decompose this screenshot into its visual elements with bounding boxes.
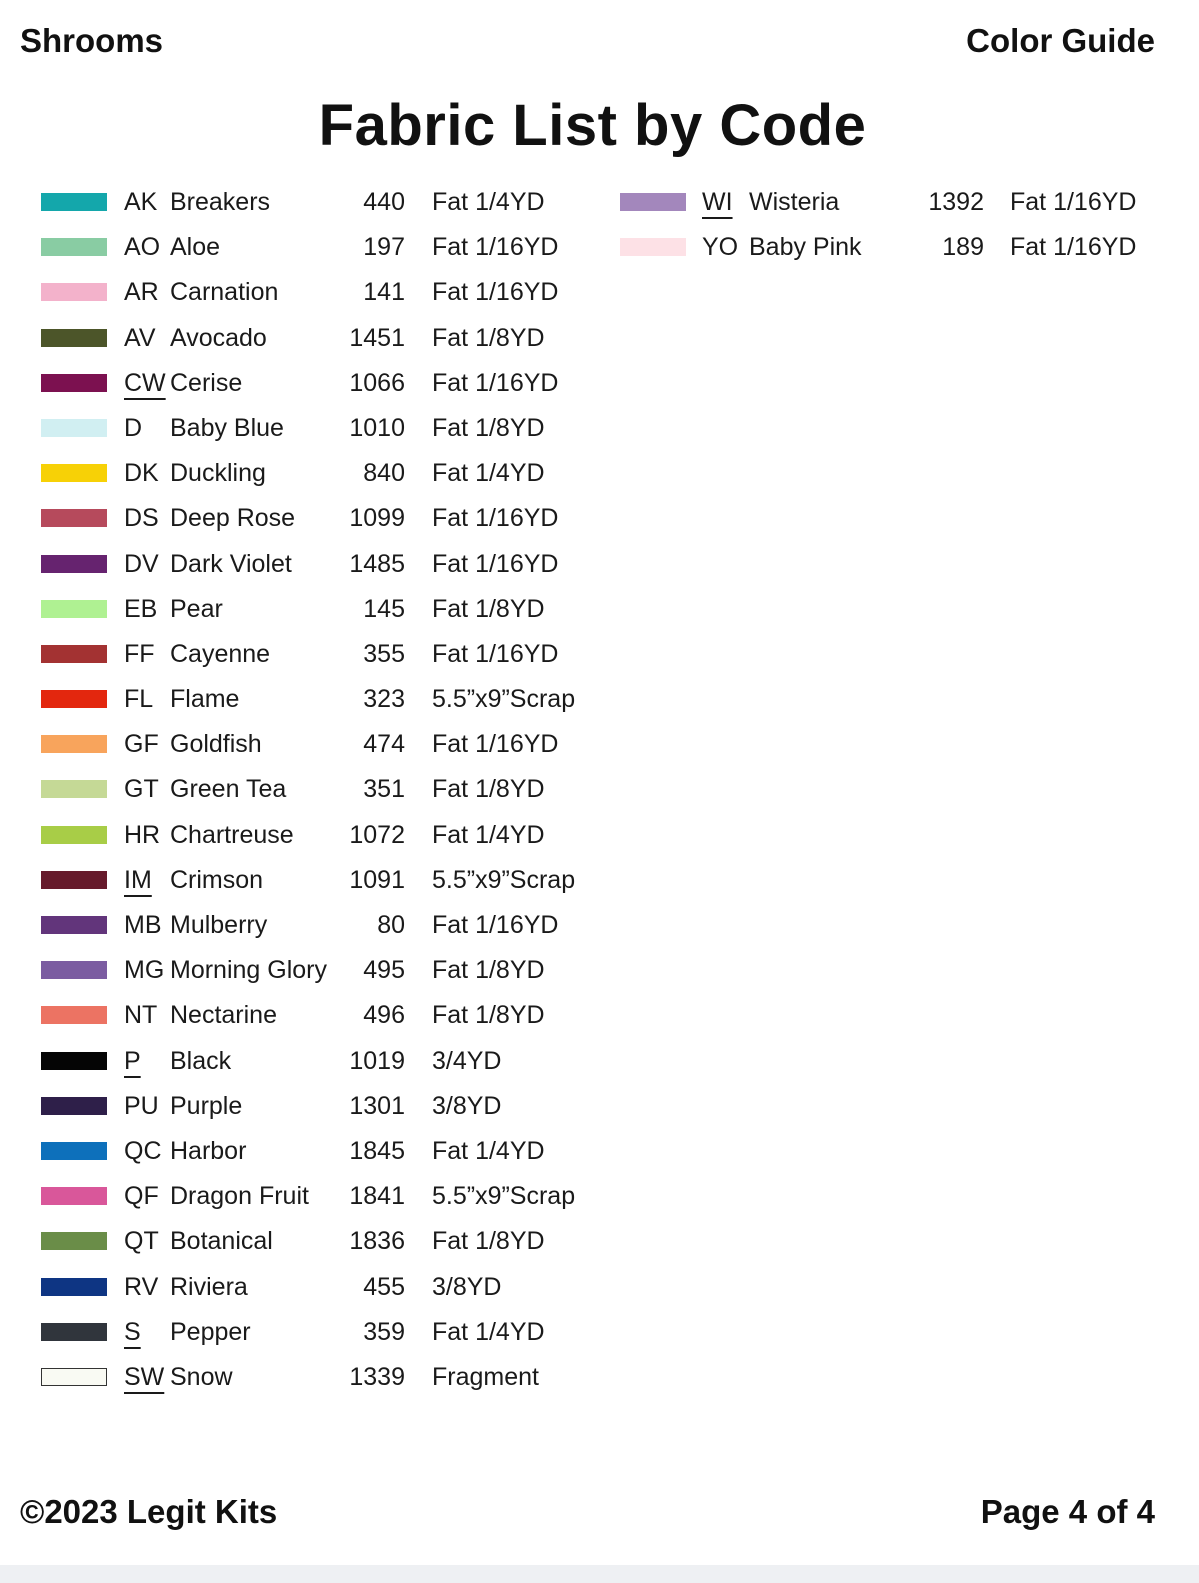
fabric-number: 1841 <box>349 1182 405 1211</box>
fabric-name: Goldfish <box>170 730 262 759</box>
color-swatch <box>41 1142 107 1160</box>
page-title: Fabric List by Code <box>318 93 867 158</box>
page-number: Page 4 of 4 <box>980 1493 1155 1530</box>
fabric-size: Fat 1/4YD <box>432 820 545 849</box>
fabric-number: 1339 <box>349 1362 405 1391</box>
fabric-name: Harbor <box>170 1136 247 1165</box>
color-swatch <box>41 780 107 798</box>
fabric-number: 1485 <box>349 549 405 578</box>
fabric-name: Black <box>170 1046 232 1075</box>
fabric-name: Green Tea <box>170 775 287 804</box>
fabric-number: 80 <box>377 911 405 939</box>
fabric-code: FF <box>124 639 155 668</box>
color-swatch <box>41 555 107 573</box>
fabric-number: 840 <box>363 459 405 488</box>
fabric-name: Carnation <box>170 278 279 307</box>
fabric-size: Fat 1/8YD <box>432 956 545 985</box>
color-swatch <box>41 600 107 618</box>
fabric-number: 455 <box>363 1272 405 1301</box>
fabric-number: 351 <box>363 775 405 804</box>
fabric-name: Nectarine <box>170 1001 277 1030</box>
fabric-code: AR <box>124 278 159 307</box>
fabric-name: Flame <box>170 685 240 714</box>
color-swatch <box>41 1323 107 1341</box>
fabric-number: 1845 <box>349 1136 405 1165</box>
color-swatch <box>41 916 107 934</box>
fabric-size: Fat 1/8YD <box>432 413 545 442</box>
fabric-code: P <box>124 1046 141 1075</box>
fabric-name: Dragon Fruit <box>170 1182 309 1211</box>
color-swatch <box>41 238 107 256</box>
fabric-code: D <box>124 413 143 442</box>
fabric-code: CW <box>124 368 166 397</box>
fabric-size: Fragment <box>432 1362 539 1391</box>
fabric-code: QF <box>124 1182 159 1211</box>
color-swatch <box>41 1232 107 1250</box>
fabric-size: Fat 1/16YD <box>432 639 559 668</box>
fabric-code: SW <box>124 1362 165 1391</box>
color-swatch <box>41 374 107 392</box>
fabric-number: 359 <box>363 1317 405 1346</box>
project-name: Shrooms <box>20 22 164 59</box>
fabric-number: 323 <box>363 685 405 714</box>
viewer-bottom-strip <box>0 1565 1199 1583</box>
fabric-code: IM <box>124 865 152 894</box>
color-swatch <box>620 193 686 211</box>
fabric-name: Breakers <box>170 188 271 216</box>
fabric-name: Chartreuse <box>170 820 294 849</box>
fabric-code: YO <box>702 233 739 262</box>
fabric-size: Fat 1/4YD <box>432 188 545 216</box>
fabric-size: Fat 1/16YD <box>432 730 559 759</box>
fabric-size: Fat 1/4YD <box>432 1136 545 1165</box>
color-swatch <box>41 329 107 347</box>
fabric-number: 1099 <box>349 504 405 533</box>
color-swatch <box>41 1052 107 1070</box>
fabric-code: AK <box>124 188 158 216</box>
fabric-code: FL <box>124 685 154 714</box>
fabric-number: 440 <box>363 188 405 216</box>
fabric-code: DV <box>124 549 159 578</box>
fabric-number: 197 <box>363 233 405 262</box>
copyright: ©2023 Legit Kits <box>20 1493 278 1530</box>
color-swatch <box>41 826 107 844</box>
fabric-size: Fat 1/16YD <box>432 911 559 939</box>
fabric-code: EB <box>124 594 158 623</box>
fabric-code: NT <box>124 1001 158 1030</box>
fabric-size: Fat 1/8YD <box>432 775 545 804</box>
fabric-size: 5.5”x9”Scrap <box>432 1182 576 1211</box>
fabric-code: DK <box>124 459 159 488</box>
fabric-size: Fat 1/16YD <box>432 549 559 578</box>
fabric-name: Deep Rose <box>170 504 296 533</box>
color-swatch <box>41 690 107 708</box>
fabric-code: QC <box>124 1136 162 1165</box>
color-swatch <box>41 509 107 527</box>
color-swatch <box>41 419 107 437</box>
color-swatch <box>41 645 107 663</box>
fabric-size: Fat 1/8YD <box>432 1001 545 1030</box>
fabric-name: Crimson <box>170 865 264 894</box>
fabric-code: GF <box>124 730 159 759</box>
fabric-code: GT <box>124 775 159 804</box>
fabric-name: Avocado <box>170 323 267 352</box>
fabric-size: Fat 1/8YD <box>432 323 545 352</box>
color-swatch <box>41 1097 107 1115</box>
fabric-number: 1072 <box>349 820 405 849</box>
fabric-code: AV <box>124 323 156 352</box>
color-swatch <box>41 871 107 889</box>
fabric-size: Fat 1/8YD <box>432 594 545 623</box>
fabric-code: HR <box>124 820 161 849</box>
fabric-size: Fat 1/16YD <box>432 278 559 307</box>
fabric-name: Mulberry <box>170 911 268 939</box>
fabric-name: Purple <box>170 1091 243 1120</box>
fabric-number: 355 <box>363 639 405 668</box>
fabric-code: AO <box>124 233 161 262</box>
fabric-name: Cayenne <box>170 639 271 668</box>
fabric-size: Fat 1/16YD <box>432 368 559 397</box>
color-swatch <box>620 238 686 256</box>
fabric-number: 1301 <box>349 1091 405 1120</box>
fabric-size: Fat 1/16YD <box>1010 233 1137 262</box>
fabric-name: Morning Glory <box>170 956 327 985</box>
fabric-code: WI <box>702 188 733 216</box>
fabric-number: 474 <box>363 730 405 759</box>
fabric-number: 145 <box>363 594 405 623</box>
color-swatch <box>41 1368 107 1386</box>
fabric-number: 1019 <box>349 1046 405 1075</box>
guide-label: Color Guide <box>966 22 1155 59</box>
fabric-name: Botanical <box>170 1227 273 1256</box>
fabric-number: 1066 <box>349 368 405 397</box>
fabric-size: Fat 1/4YD <box>432 1317 545 1346</box>
fabric-name: Pepper <box>170 1317 251 1346</box>
fabric-name: Duckling <box>170 459 266 488</box>
fabric-number: 1392 <box>928 188 984 216</box>
fabric-size: Fat 1/4YD <box>432 459 545 488</box>
fabric-size: 3/4YD <box>432 1046 502 1075</box>
fabric-name: Riviera <box>170 1272 248 1301</box>
fabric-name: Snow <box>170 1362 233 1391</box>
fabric-number: 1836 <box>349 1227 405 1256</box>
fabric-size: Fat 1/16YD <box>432 233 559 262</box>
color-swatch <box>41 1006 107 1024</box>
color-swatch <box>41 1278 107 1296</box>
fabric-code: RV <box>124 1272 159 1301</box>
fabric-name: Aloe <box>170 233 221 262</box>
fabric-name: Dark Violet <box>170 549 292 578</box>
fabric-size: Fat 1/8YD <box>432 1227 545 1256</box>
fabric-name: Wisteria <box>749 188 840 216</box>
color-swatch <box>41 961 107 979</box>
fabric-size: Fat 1/16YD <box>432 504 559 533</box>
fabric-size: 3/8YD <box>432 1272 502 1301</box>
fabric-code: MB <box>124 911 162 939</box>
fabric-code: MG <box>124 956 165 985</box>
fabric-number: 189 <box>942 233 984 262</box>
fabric-number: 496 <box>363 1001 405 1030</box>
color-swatch <box>41 283 107 301</box>
fabric-size: Fat 1/16YD <box>1010 188 1137 216</box>
color-swatch <box>41 193 107 211</box>
fabric-code: QT <box>124 1227 159 1256</box>
fabric-number: 1091 <box>349 865 405 894</box>
fabric-number: 495 <box>363 956 405 985</box>
fabric-size: 5.5”x9”Scrap <box>432 865 576 894</box>
fabric-number: 141 <box>363 278 405 307</box>
fabric-size: 5.5”x9”Scrap <box>432 685 576 714</box>
fabric-code: DS <box>124 504 159 533</box>
fabric-name: Baby Pink <box>749 233 862 262</box>
fabric-code: PU <box>124 1091 159 1120</box>
fabric-number: 1451 <box>349 323 405 352</box>
color-swatch <box>41 735 107 753</box>
fabric-size: 3/8YD <box>432 1091 502 1120</box>
fabric-name: Pear <box>170 594 223 623</box>
color-swatch <box>41 464 107 482</box>
fabric-name: Cerise <box>170 368 243 397</box>
color-swatch <box>41 1187 107 1205</box>
fabric-code: S <box>124 1317 141 1346</box>
fabric-number: 1010 <box>349 413 405 442</box>
fabric-name: Baby Blue <box>170 413 284 442</box>
